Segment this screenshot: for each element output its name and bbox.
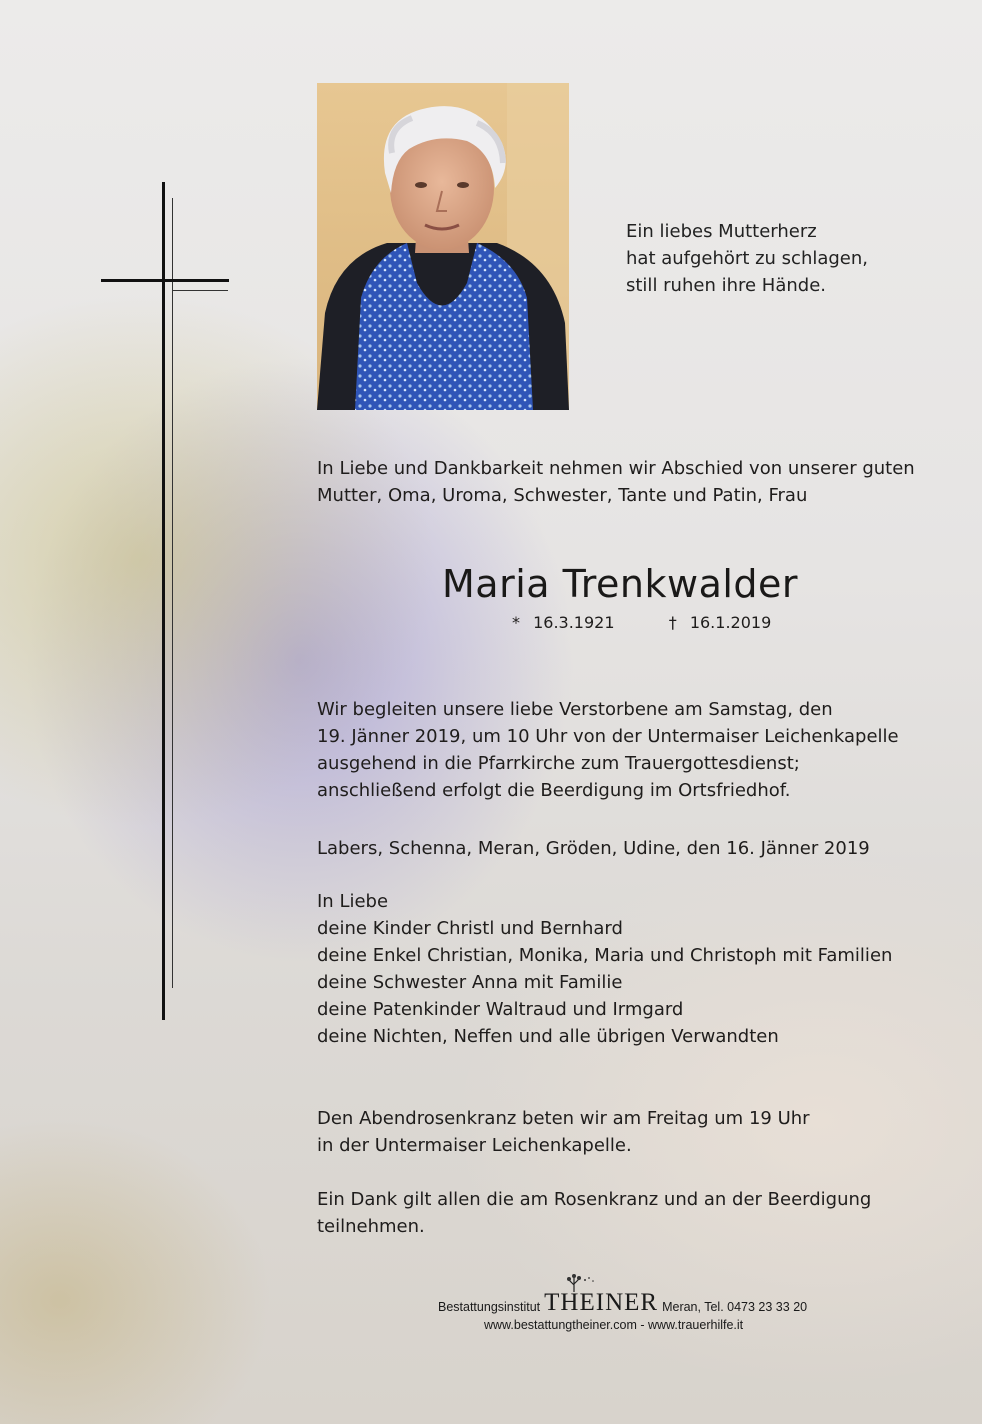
place-date-line: Labers, Schenna, Meran, Gröden, Udine, den 16. Jänner 2019 bbox=[317, 838, 870, 859]
farewell-intro bbox=[317, 455, 957, 509]
footer-prefix: Bestattungsinstitut bbox=[438, 1300, 541, 1314]
cross-horizontal-thin-line bbox=[172, 290, 228, 291]
mourner-line: deine Nichten, Neffen und alle übrigen Verwandten bbox=[317, 1026, 779, 1047]
funeral-line: anschließend erfolgt die Beerdigung im Ortsfriedhof. bbox=[317, 780, 791, 801]
death-symbol: † bbox=[668, 613, 677, 632]
intro-line: In Liebe und Dankbarkeit nehmen wir Abschied von unserer guten bbox=[317, 458, 915, 479]
funeral-line: Wir begleiten unsere liebe Verstorbene am Samstag, den bbox=[317, 699, 833, 720]
quote-line: hat aufgehört zu schlagen, bbox=[626, 248, 869, 269]
thanks-notice bbox=[317, 1186, 957, 1240]
quote-line: still ruhen ihre Hände. bbox=[626, 275, 826, 296]
cross-vertical-thin-line bbox=[172, 198, 173, 988]
mourners-list bbox=[317, 888, 957, 1050]
footer-websites: www.bestattungtheiner.com - www.trauerhilfe.it bbox=[484, 1318, 744, 1332]
mourner-line: deine Kinder Christl und Bernhard bbox=[317, 918, 623, 939]
rosary-line: in der Untermaiser Leichenkapelle. bbox=[317, 1135, 632, 1156]
funeral-home-footer bbox=[438, 1290, 858, 1333]
deceased-name: Maria Trenkwalder bbox=[442, 562, 799, 606]
rosary-notice bbox=[317, 1105, 957, 1159]
footer-brand-text: THEINER bbox=[544, 1289, 659, 1316]
quote-line: Ein liebes Mutterherz bbox=[626, 221, 817, 242]
footer-contact: Meran, Tel. 0473 23 33 20 bbox=[662, 1300, 808, 1314]
mourner-line: deine Enkel Christian, Monika, Maria und Christoph mit Familien bbox=[317, 945, 893, 966]
portrait-photo bbox=[317, 83, 569, 410]
place-and-date bbox=[317, 835, 957, 862]
rosary-line: Den Abendrosenkranz beten wir am Freitag um 19 Uhr bbox=[317, 1108, 810, 1129]
footer-brand bbox=[544, 1290, 658, 1316]
tree-logo-icon bbox=[560, 1274, 600, 1292]
intro-line: Mutter, Oma, Uroma, Schwester, Tante und Patin, Frau bbox=[317, 485, 808, 506]
funeral-announcement bbox=[317, 696, 957, 804]
funeral-line: ausgehend in die Pfarrkirche zum Trauergottesdienst; bbox=[317, 753, 800, 774]
birth-date: 16.3.1921 bbox=[533, 613, 615, 632]
thanks-line: Ein Dank gilt allen die am Rosenkranz und an der Beerdigung bbox=[317, 1189, 872, 1210]
cross-horizontal-bar bbox=[101, 279, 229, 282]
mourner-line: deine Patenkinder Waltraud und Irmgard bbox=[317, 999, 684, 1020]
life-dates bbox=[512, 611, 932, 635]
memorial-quote bbox=[626, 218, 946, 299]
thanks-line: teilnehmen. bbox=[317, 1216, 425, 1237]
mourner-line: In Liebe bbox=[317, 891, 389, 912]
death-date: 16.1.2019 bbox=[689, 613, 772, 632]
birth-symbol: * bbox=[512, 613, 520, 632]
funeral-line: 19. Jänner 2019, um 10 Uhr von der Untermaiser Leichenkapelle bbox=[317, 726, 899, 747]
mourner-line: deine Schwester Anna mit Familie bbox=[317, 972, 623, 993]
cross-vertical-bar bbox=[162, 182, 165, 1020]
